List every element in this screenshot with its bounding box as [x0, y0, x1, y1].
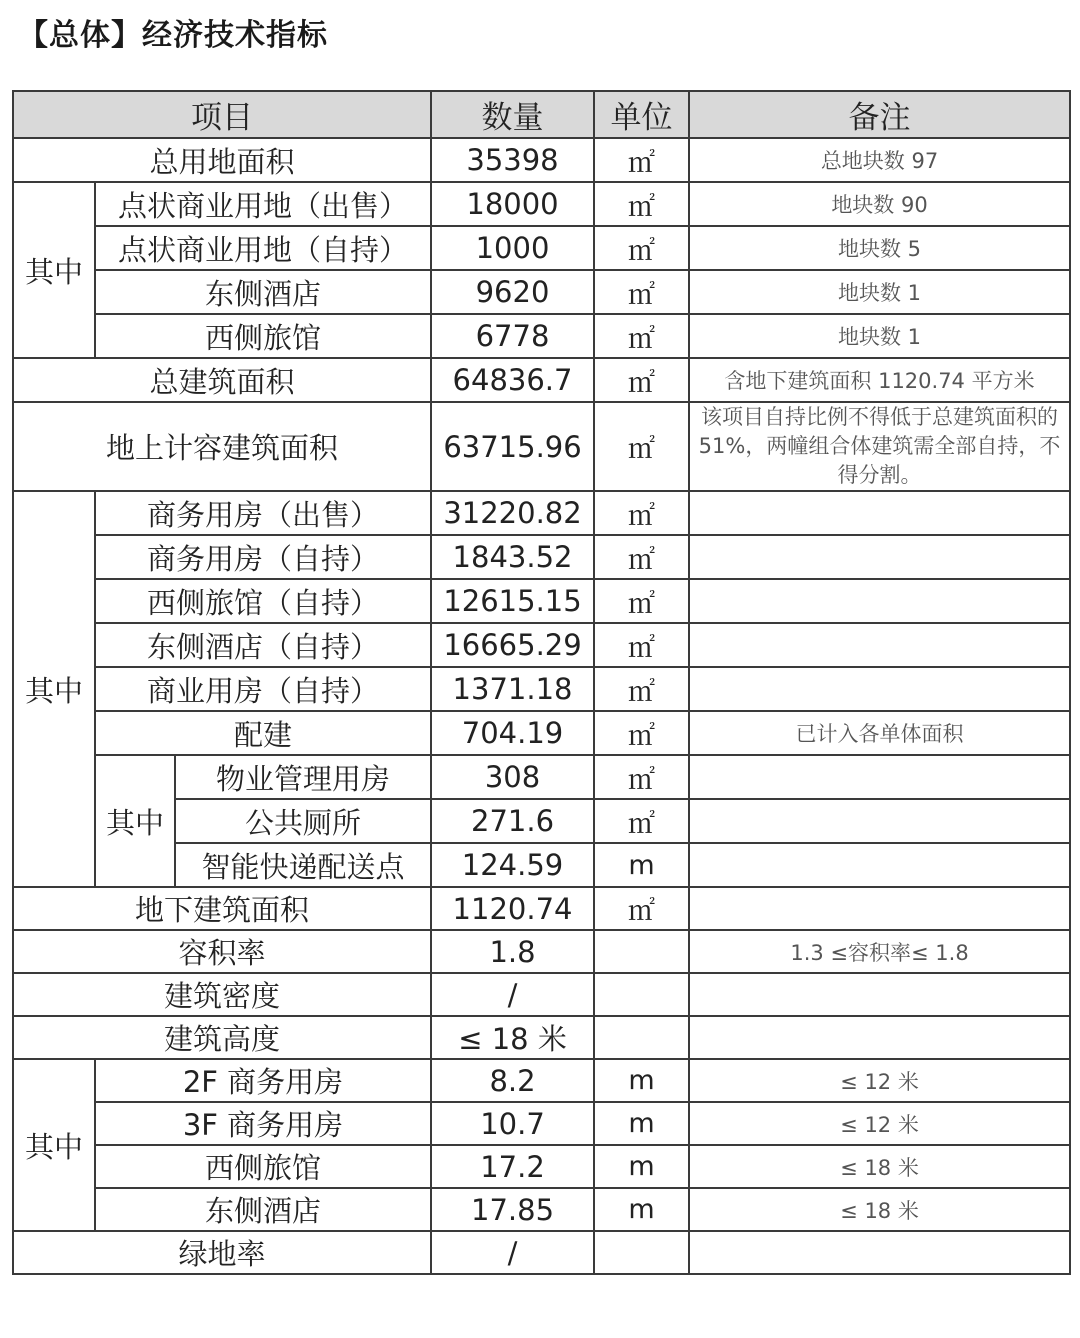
- row-note: 地块数 1: [689, 314, 1070, 358]
- row-unit: m: [594, 1145, 689, 1188]
- row-note: 该项目自持比例不得低于总建筑面积的51%，两幢组合体建筑需全部自持，不得分割。: [689, 402, 1070, 491]
- row-unit: [594, 1016, 689, 1059]
- table-row: [13, 1188, 1070, 1231]
- row-qty: 10.7: [431, 1102, 594, 1145]
- economic-indicators-table: [12, 90, 1071, 1275]
- table-row: [13, 711, 1070, 755]
- row-item: 西侧旅馆（自持）: [95, 579, 431, 623]
- row-note: 地块数 5: [689, 226, 1070, 270]
- row-qty: 1120.74: [431, 887, 594, 930]
- row-unit: ㎡: [594, 491, 689, 535]
- row-qty: 1843.52: [431, 535, 594, 579]
- row-unit: ㎡: [594, 711, 689, 755]
- table-row: [13, 1059, 1070, 1102]
- row-item: 西侧旅馆: [95, 314, 431, 358]
- table-row: [13, 226, 1070, 270]
- row-unit: m: [594, 1102, 689, 1145]
- row-qty: 16665.29: [431, 623, 594, 667]
- row-item: 智能快递配送点: [175, 843, 431, 887]
- row-note: 地块数 90: [689, 182, 1070, 226]
- row-note: ≤ 18 米: [689, 1188, 1070, 1231]
- row-item: 点状商业用地（出售）: [95, 182, 431, 226]
- row-qty: ≤ 18 米: [431, 1016, 594, 1059]
- table-row: [13, 402, 1070, 491]
- table-row: [13, 1102, 1070, 1145]
- table-row: [13, 314, 1070, 358]
- row-note: [689, 579, 1070, 623]
- table-row: [13, 491, 1070, 535]
- row-item: 商务用房（自持）: [95, 535, 431, 579]
- table-row: [13, 1145, 1070, 1188]
- row-qty: 63715.96: [431, 402, 594, 491]
- row-qty: 35398: [431, 138, 594, 182]
- row-unit: ㎡: [594, 314, 689, 358]
- row-qty: 8.2: [431, 1059, 594, 1102]
- row-unit: m: [594, 843, 689, 887]
- table-row: [13, 270, 1070, 314]
- table-row: [13, 755, 1070, 799]
- table-row: [13, 887, 1070, 930]
- row-item: 东侧酒店: [95, 270, 431, 314]
- row-unit: ㎡: [594, 270, 689, 314]
- row-item: 点状商业用地（自持）: [95, 226, 431, 270]
- row-qty: 12615.15: [431, 579, 594, 623]
- header-item: 项目: [13, 91, 431, 138]
- row-qty: 704.19: [431, 711, 594, 755]
- row-item: 地上计容建筑面积: [13, 402, 431, 491]
- row-qty: /: [431, 1231, 594, 1274]
- row-item: 3F 商务用房: [95, 1102, 431, 1145]
- row-item: 绿地率: [13, 1231, 431, 1274]
- row-qty: 17.2: [431, 1145, 594, 1188]
- row-item: 地下建筑面积: [13, 887, 431, 930]
- row-unit: ㎡: [594, 755, 689, 799]
- row-item: 东侧酒店: [95, 1188, 431, 1231]
- row-note: ≤ 12 米: [689, 1059, 1070, 1102]
- table-row: [13, 930, 1070, 973]
- row-qty: 1000: [431, 226, 594, 270]
- row-item: 建筑密度: [13, 973, 431, 1016]
- row-unit: [594, 973, 689, 1016]
- table-row: [13, 973, 1070, 1016]
- row-unit: ㎡: [594, 667, 689, 711]
- row-qty: 31220.82: [431, 491, 594, 535]
- row-note: 含地下建筑面积 1120.74 平方米: [689, 358, 1070, 402]
- table-row: [13, 1016, 1070, 1059]
- row-note: 已计入各单体面积: [689, 711, 1070, 755]
- row-qty: 6778: [431, 314, 594, 358]
- row-note: [689, 973, 1070, 1016]
- row-qty: 271.6: [431, 799, 594, 843]
- row-qty: 17.85: [431, 1188, 594, 1231]
- row-item: 容积率: [13, 930, 431, 973]
- group-label: 其中: [13, 182, 95, 358]
- row-note: ≤ 12 米: [689, 1102, 1070, 1145]
- row-unit: ㎡: [594, 358, 689, 402]
- row-item: 西侧旅馆: [95, 1145, 431, 1188]
- row-qty: 308: [431, 755, 594, 799]
- row-note: [689, 491, 1070, 535]
- row-qty: /: [431, 973, 594, 1016]
- row-unit: ㎡: [594, 579, 689, 623]
- row-item: 公共厕所: [175, 799, 431, 843]
- table-row: [13, 1231, 1070, 1274]
- group-label: 其中: [13, 491, 95, 887]
- row-note: [689, 843, 1070, 887]
- row-item: 商业用房（自持）: [95, 667, 431, 711]
- row-unit: m: [594, 1059, 689, 1102]
- row-unit: ㎡: [594, 402, 689, 491]
- row-note: 总地块数 97: [689, 138, 1070, 182]
- row-unit: ㎡: [594, 799, 689, 843]
- table-row: [13, 623, 1070, 667]
- row-unit: ㎡: [594, 535, 689, 579]
- row-unit: ㎡: [594, 887, 689, 930]
- row-unit: [594, 1231, 689, 1274]
- row-item: 2F 商务用房: [95, 1059, 431, 1102]
- row-unit: ㎡: [594, 623, 689, 667]
- row-qty: 124.59: [431, 843, 594, 887]
- row-item: 总建筑面积: [13, 358, 431, 402]
- row-note: [689, 887, 1070, 930]
- row-note: [689, 667, 1070, 711]
- row-note: 1.3 ≤容积率≤ 1.8: [689, 930, 1070, 973]
- page-title: 【总体】经济技术指标: [18, 18, 328, 53]
- row-note: [689, 623, 1070, 667]
- table-row: [13, 667, 1070, 711]
- row-unit: ㎡: [594, 226, 689, 270]
- row-note: [689, 755, 1070, 799]
- row-unit: m: [594, 1188, 689, 1231]
- row-note: 地块数 1: [689, 270, 1070, 314]
- row-qty: 18000: [431, 182, 594, 226]
- group-label: 其中: [95, 755, 175, 887]
- row-unit: [594, 930, 689, 973]
- row-note: [689, 1016, 1070, 1059]
- table-row: [13, 182, 1070, 226]
- row-item: 建筑高度: [13, 1016, 431, 1059]
- header-qty: 数量: [431, 91, 594, 138]
- row-qty: 9620: [431, 270, 594, 314]
- table-row: [13, 358, 1070, 402]
- header-note: 备注: [689, 91, 1070, 138]
- row-qty: 1.8: [431, 930, 594, 973]
- table-row: [13, 138, 1070, 182]
- row-note: [689, 799, 1070, 843]
- row-unit: ㎡: [594, 182, 689, 226]
- table-header-row: [13, 91, 1070, 138]
- row-qty: 1371.18: [431, 667, 594, 711]
- row-qty: 64836.7: [431, 358, 594, 402]
- header-unit: 单位: [594, 91, 689, 138]
- row-item: 配建: [95, 711, 431, 755]
- row-item: 东侧酒店（自持）: [95, 623, 431, 667]
- row-note: [689, 1231, 1070, 1274]
- group-label: 其中: [13, 1059, 95, 1231]
- row-note: [689, 535, 1070, 579]
- row-item: 物业管理用房: [175, 755, 431, 799]
- table-row: [13, 579, 1070, 623]
- row-item: 总用地面积: [13, 138, 431, 182]
- row-item: 商务用房（出售）: [95, 491, 431, 535]
- row-unit: ㎡: [594, 138, 689, 182]
- row-note: ≤ 18 米: [689, 1145, 1070, 1188]
- table-row: [13, 535, 1070, 579]
